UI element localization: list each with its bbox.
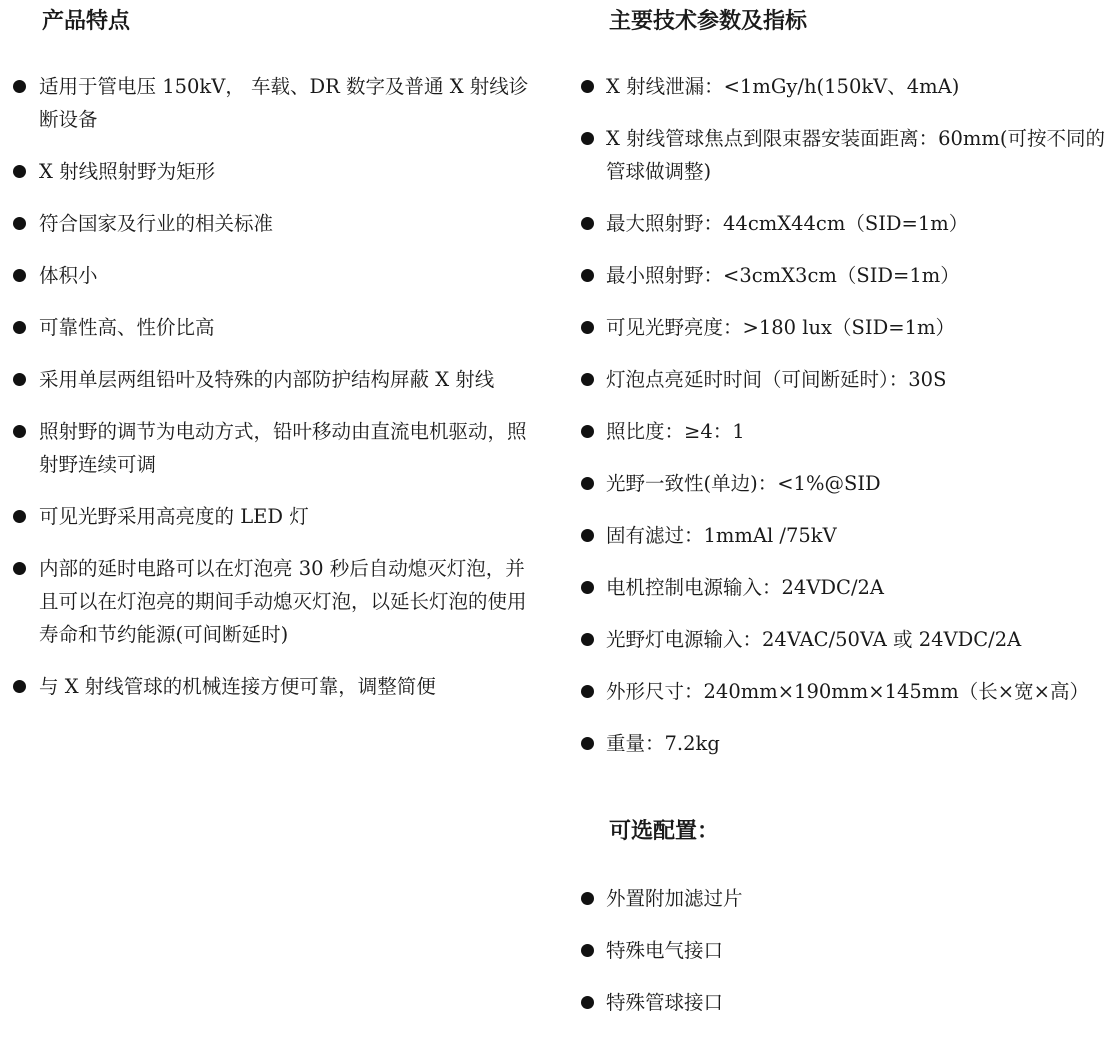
bullet-dot-icon	[13, 165, 26, 178]
spec-item	[568, 675, 1105, 708]
spec-item	[568, 122, 1105, 188]
spec-text: 外形尺寸：240mm×190mm×145mm（长×宽×高）	[606, 680, 1089, 703]
options-list	[568, 882, 1105, 1038]
feature-text: 体积小	[39, 264, 98, 287]
feature-text: 采用单层两组铅叶及特殊的内部防护结构屏蔽 X 射线	[39, 368, 495, 391]
spec-text: 照比度：≥4：1	[606, 420, 745, 443]
feature-text: 符合国家及行业的相关标准	[39, 212, 274, 235]
feature-text: 可见光野采用高亮度的 LED 灯	[39, 505, 309, 528]
options-title: 可选配置：	[609, 819, 720, 844]
bullet-dot-icon	[581, 581, 594, 594]
feature-text: 与 X 射线管球的机械连接方便可靠，调整简便	[39, 675, 436, 698]
bullet-dot-icon	[13, 269, 26, 282]
spec-item	[568, 467, 1105, 500]
option-item	[568, 986, 1105, 1019]
bullet-dot-icon	[13, 321, 26, 334]
feature-item	[0, 155, 560, 188]
bullet-dot-icon	[581, 633, 594, 646]
spec-text: 最小照射野：<3cmX3cm（SID=1m）	[606, 264, 960, 287]
spec-text: X 射线管球焦点到限束器安装面距离：60mm(可按不同的管球做调整)	[606, 127, 1105, 183]
specs-list	[568, 70, 1105, 779]
feature-text: 照射野的调节为电动方式，铅叶移动由直流电机驱动，照射野连续可调	[39, 420, 527, 476]
spec-item	[568, 363, 1105, 396]
feature-item	[0, 259, 560, 292]
features-list	[0, 70, 560, 722]
spec-item	[568, 519, 1105, 552]
option-item	[568, 882, 1105, 915]
spec-item	[568, 70, 1105, 103]
spec-item	[568, 415, 1105, 448]
spec-text: 重量：7.2kg	[606, 732, 720, 755]
bullet-dot-icon	[581, 269, 594, 282]
spec-text: 可见光野亮度：>180 lux（SID=1m）	[606, 316, 955, 339]
spec-text: 光野灯电源输入：24VAC/50VA 或 24VDC/2A	[606, 628, 1022, 651]
spec-item	[568, 571, 1105, 604]
bullet-dot-icon	[581, 321, 594, 334]
bullet-dot-icon	[581, 944, 594, 957]
spec-item	[568, 623, 1105, 656]
spec-text: 电机控制电源输入：24VDC/2A	[606, 576, 885, 599]
spec-text: 固有滤过：1mmAl /75kV	[606, 524, 837, 547]
feature-item	[0, 363, 560, 396]
bullet-dot-icon	[13, 217, 26, 230]
bullet-dot-icon	[581, 132, 594, 145]
spec-item	[568, 207, 1105, 240]
feature-text: 可靠性高、性价比高	[39, 316, 215, 339]
spec-item	[568, 311, 1105, 344]
feature-item	[0, 670, 560, 703]
feature-item	[0, 207, 560, 240]
bullet-dot-icon	[581, 80, 594, 93]
feature-item	[0, 70, 560, 136]
features-title: 产品特点	[42, 9, 131, 34]
bullet-dot-icon	[13, 510, 26, 523]
bullet-dot-icon	[581, 373, 594, 386]
bullet-dot-icon	[581, 996, 594, 1009]
spec-text: 灯泡点亮延时时间（可间断延时）：30S	[606, 368, 947, 391]
bullet-dot-icon	[13, 425, 26, 438]
spec-text: 光野一致性(单边)：<1%@SID	[606, 472, 881, 495]
feature-item	[0, 415, 560, 481]
option-text: 特殊电气接口	[606, 939, 724, 962]
option-text: 外置附加滤过片	[606, 887, 743, 910]
bullet-dot-icon	[581, 685, 594, 698]
specs-title: 主要技术参数及指标	[609, 9, 808, 34]
feature-item	[0, 552, 560, 651]
bullet-dot-icon	[581, 529, 594, 542]
bullet-dot-icon	[13, 80, 26, 93]
feature-item	[0, 500, 560, 533]
bullet-dot-icon	[581, 425, 594, 438]
spec-item	[568, 727, 1105, 760]
bullet-dot-icon	[13, 562, 26, 575]
spec-item	[568, 259, 1105, 292]
feature-item	[0, 311, 560, 344]
feature-text: 适用于管电压 150kV， 车载、DR 数字及普通 X 射线诊断设备	[39, 75, 529, 131]
bullet-dot-icon	[581, 477, 594, 490]
spec-text: 最大照射野：44cmX44cm（SID=1m）	[606, 212, 969, 235]
bullet-dot-icon	[13, 680, 26, 693]
option-text: 特殊管球接口	[606, 991, 724, 1014]
feature-text: X 射线照射野为矩形	[39, 160, 216, 183]
bullet-dot-icon	[13, 373, 26, 386]
option-item	[568, 934, 1105, 967]
feature-text: 内部的延时电路可以在灯泡亮 30 秒后自动熄灭灯泡，并且可以在灯泡亮的期间手动熄灭灯泡，以延长灯泡的使用寿命和节约能源(可间断延时)	[39, 557, 527, 646]
spec-text: X 射线泄漏：<1mGy/h(150kV、4mA)	[606, 75, 960, 98]
bullet-dot-icon	[581, 217, 594, 230]
bullet-dot-icon	[581, 892, 594, 905]
bullet-dot-icon	[581, 737, 594, 750]
